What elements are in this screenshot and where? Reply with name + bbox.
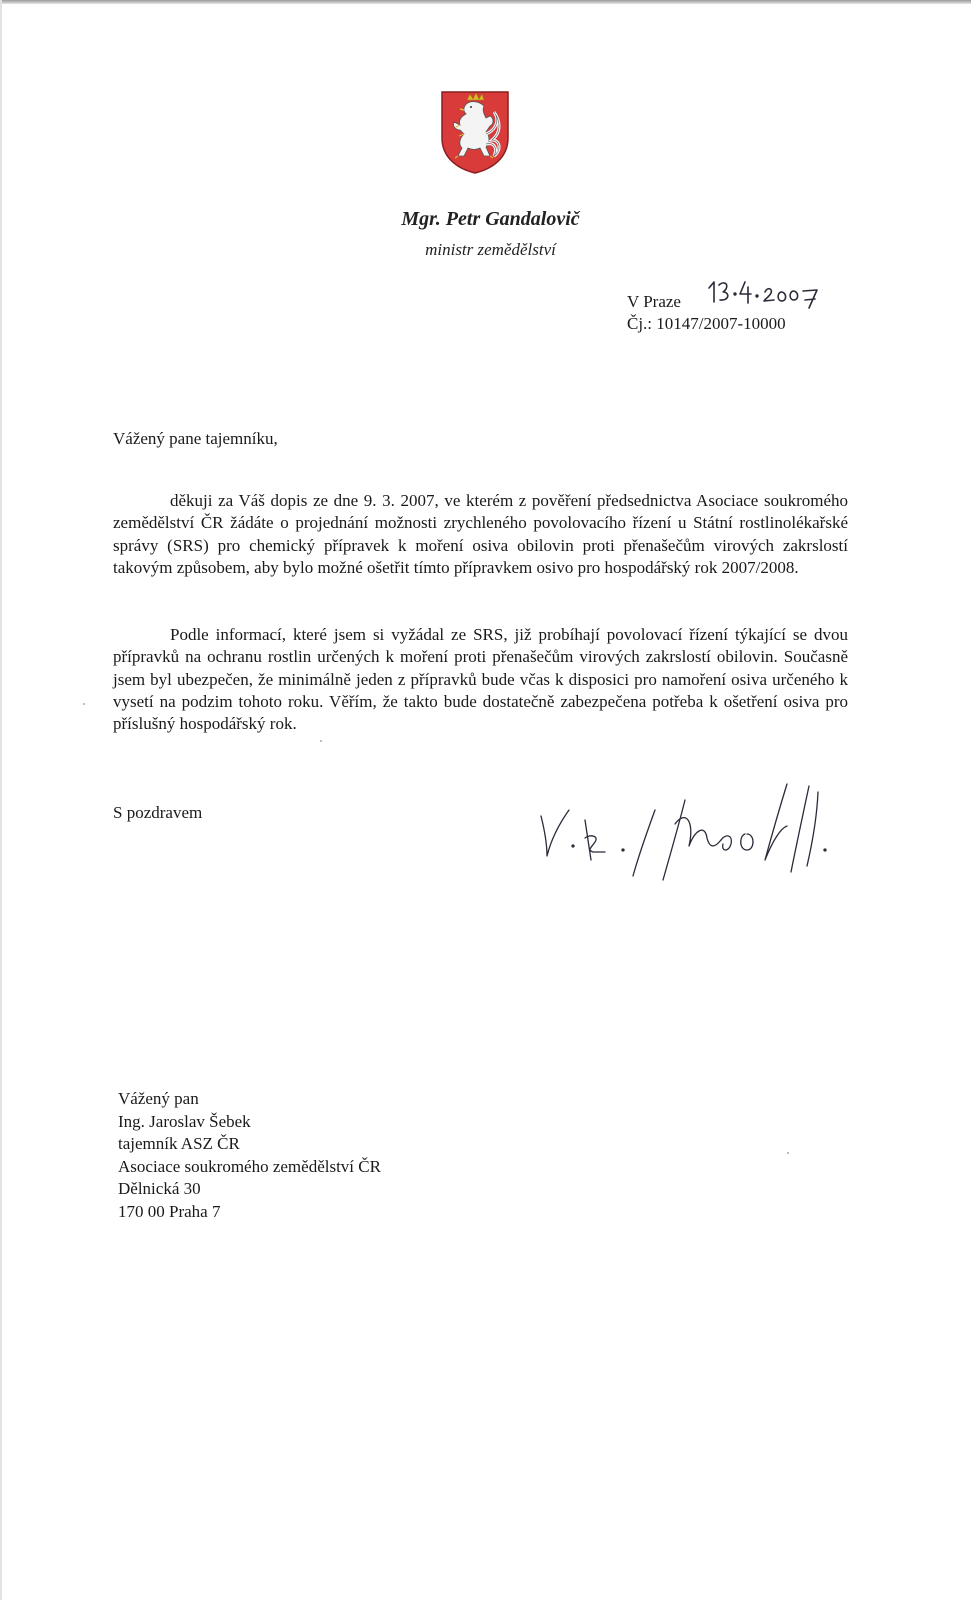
recipient-line: 170 00 Praha 7 xyxy=(118,1201,221,1221)
recipient-line: tajemník ASZ ČR xyxy=(118,1134,240,1153)
recipient-address xyxy=(118,1088,381,1223)
salutation: Vážený pane tajemníku, xyxy=(113,429,278,448)
czech-lion-coat-of-arms-icon xyxy=(440,90,510,175)
scan-edge-top xyxy=(0,0,971,4)
recipient-line: Ing. Jaroslav Šebek xyxy=(118,1111,251,1131)
closing: S pozdravem xyxy=(113,803,203,822)
reference-number: Čj.: 10147/2007-10000 xyxy=(627,314,786,333)
author-role: ministr zemědělství xyxy=(425,240,556,259)
body-paragraph: Podle informací, které jsem si vyžádal ze SRS, již probíhají povolovací řízení týkající se dvou přípravků na ochranu rostlin určených k moření proti přenašečům virových zakrslostí obilovin. Současně jsem byl ubezpečen, že minimálně jeden z přípravků bude včas k disposici pro namoření osiva určeného k vysetí na podzim tohoto roku. Věřím, že takto bude dostatečně zabezpečena potřeba k ošetření osiva pro příslušný hospodářský rok. xyxy=(113,625,848,734)
handwritten-date-icon xyxy=(705,276,830,314)
handwritten-signature-icon xyxy=(535,780,835,892)
scan-speck xyxy=(320,740,322,742)
scan-speck xyxy=(787,1152,789,1154)
recipient-line: Dělnická 30 xyxy=(118,1179,201,1198)
scan-speck xyxy=(83,703,85,705)
recipient-line: Vážený pan xyxy=(118,1089,199,1108)
body-paragraph: děkuji za Váš dopis ze dne 9. 3. 2007, ve kterém z pověření předsednictva Asociace soukromého zemědělství ČR žádáte o projednání možnosti zrychleného povolovacího řízení u Státní rostlinolékařské správy (SRS) pro chemický přípravek k moření osiva obilovin proti přenašečům virových zakrslostí takovým způsobem, aby bylo možné ošetřit tímto přípravkem osivo pro hospodářský rok 2007/2008. xyxy=(113,491,848,577)
recipient-line: Asociace soukromého zemědělství ČR xyxy=(118,1156,381,1176)
author-name: Mgr. Petr Gandalovič xyxy=(401,208,580,230)
place-label: V Praze xyxy=(627,292,681,311)
